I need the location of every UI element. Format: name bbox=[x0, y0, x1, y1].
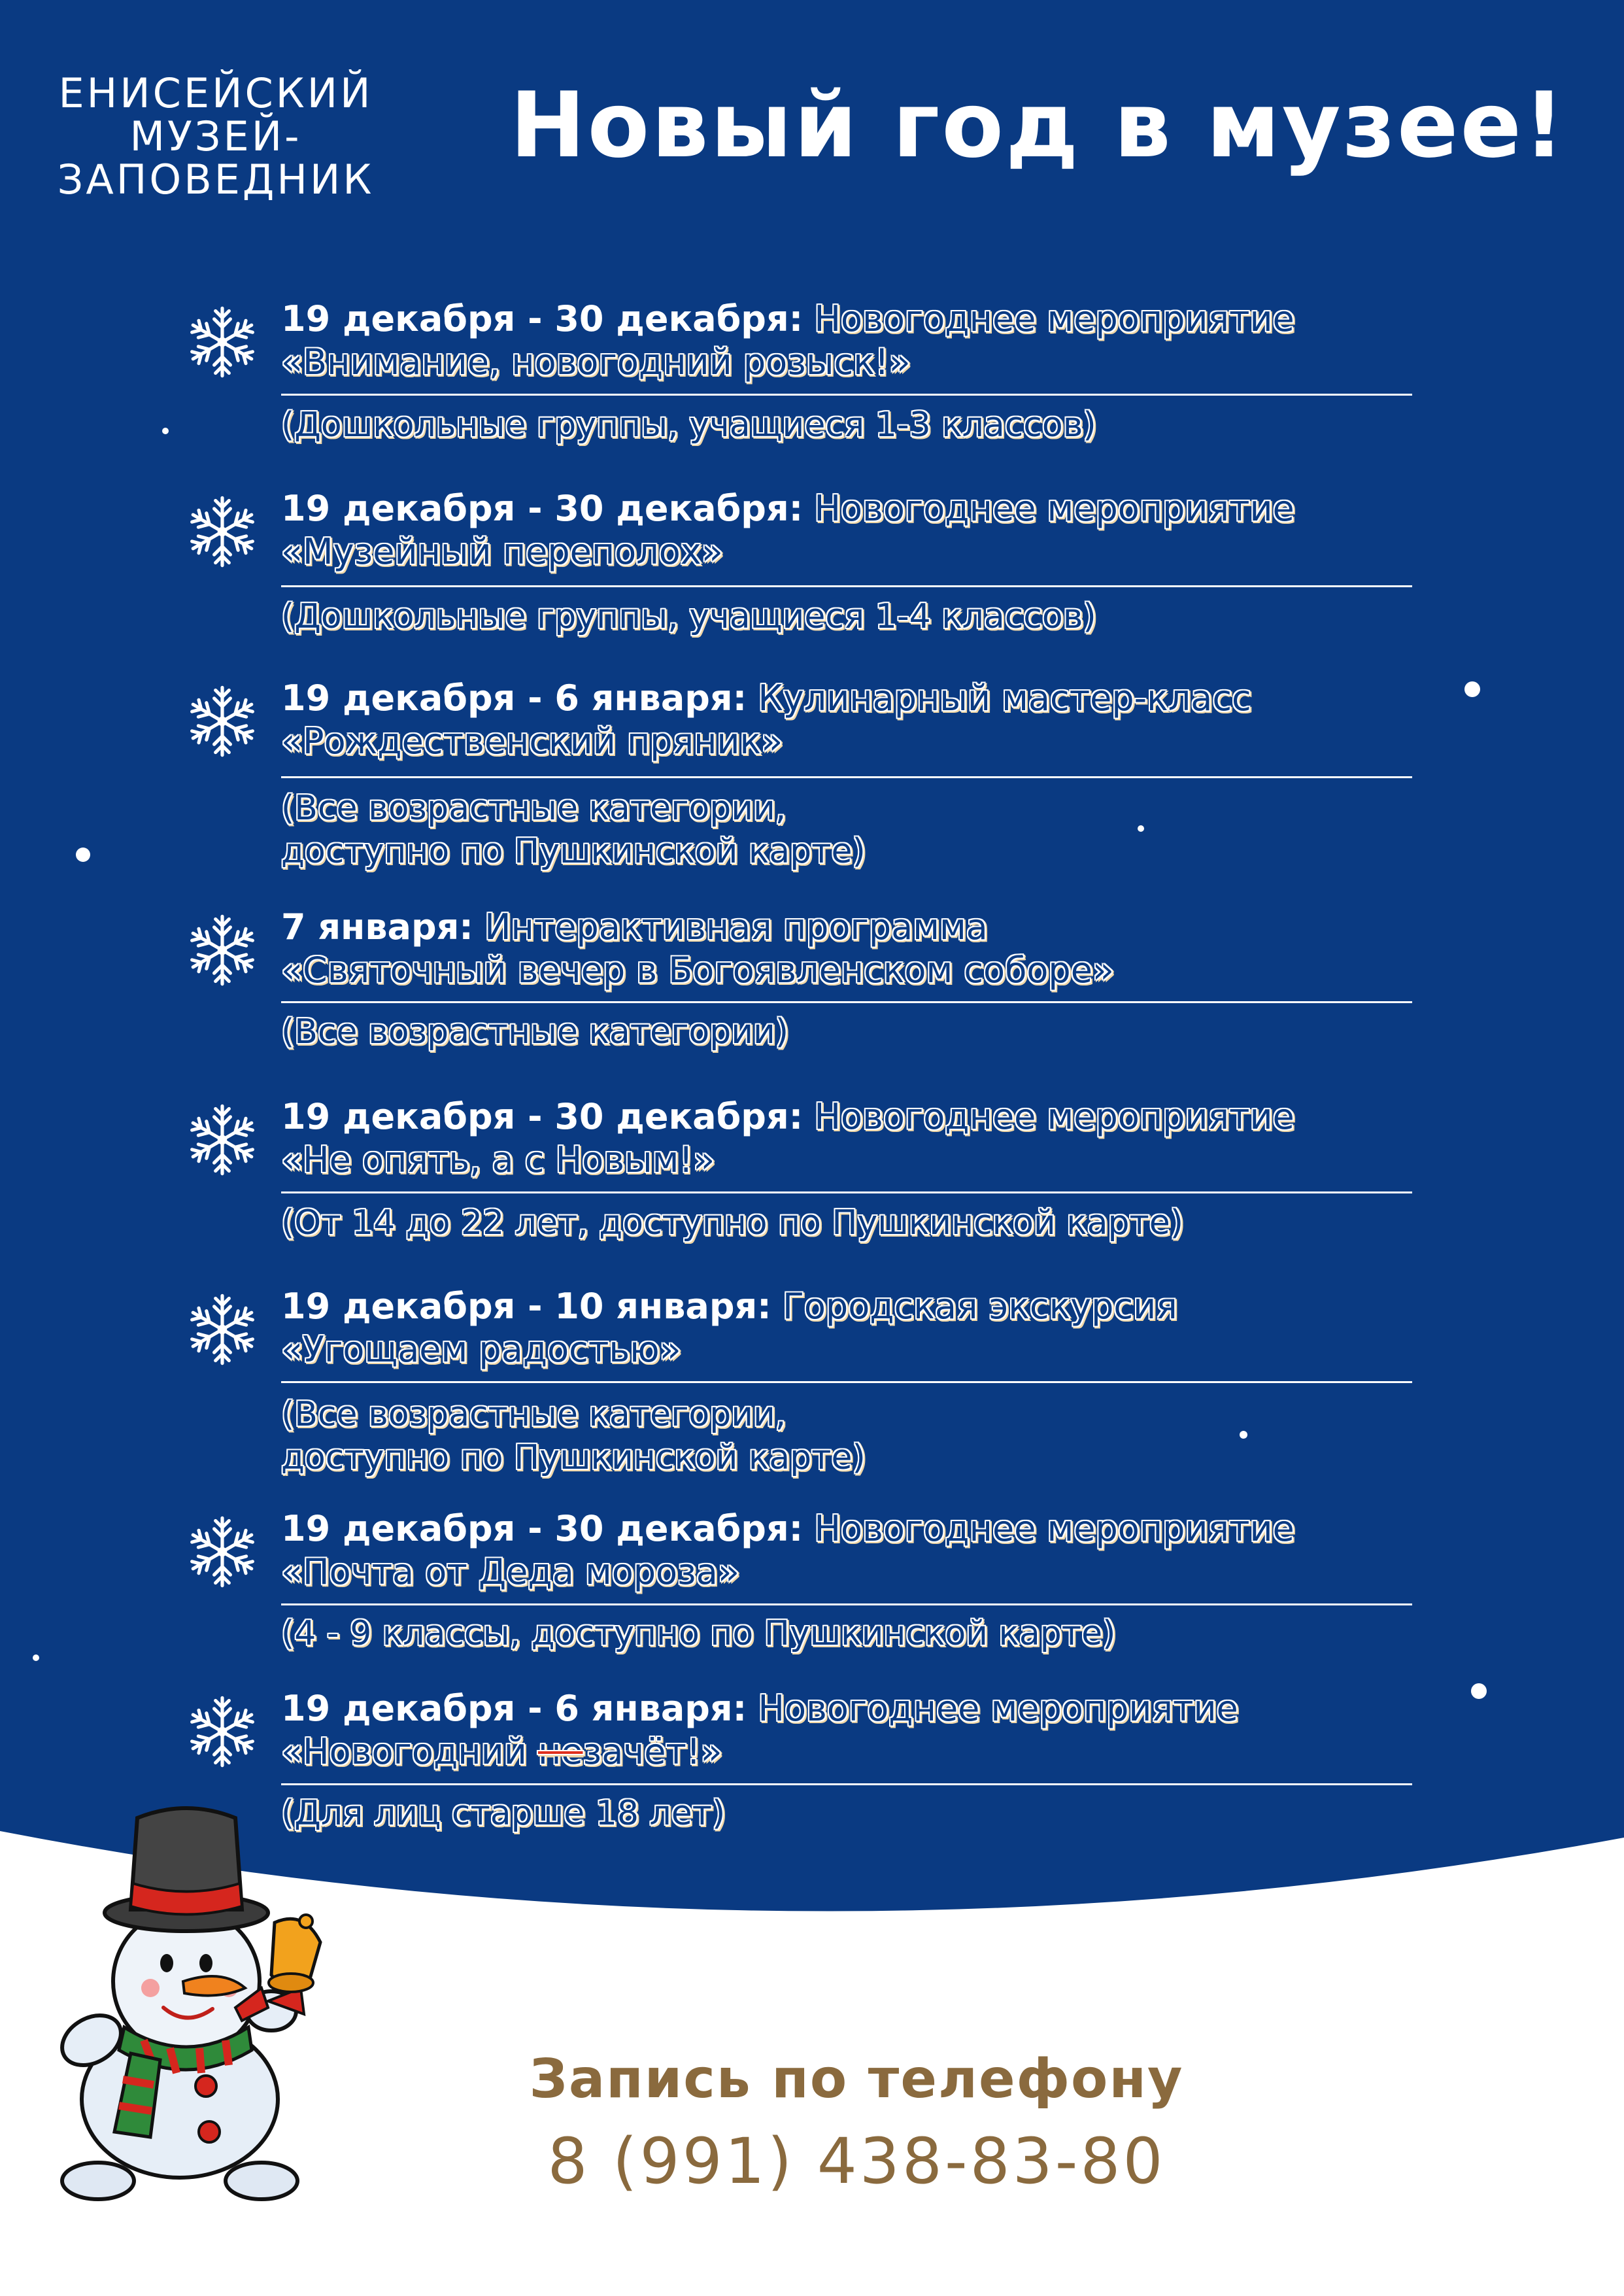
divider bbox=[281, 1001, 1412, 1003]
divider bbox=[281, 1191, 1412, 1193]
logo-line-1: ЕНИСЕЙСКИЙ bbox=[58, 69, 373, 117]
snow-dot bbox=[1464, 681, 1480, 697]
event-audience bbox=[281, 595, 1419, 638]
logo-line-3: ЗАПОВЕДНИК bbox=[57, 156, 375, 203]
event-heading bbox=[281, 1285, 1419, 1371]
audience-line: доступно по Пушкинской карте) bbox=[281, 832, 866, 871]
event-audience bbox=[281, 1393, 1419, 1479]
museum-logo bbox=[33, 69, 399, 203]
event-name: «Святочный вечер в Богоявленском соборе» bbox=[281, 950, 1114, 991]
snowflake-icon bbox=[182, 910, 263, 991]
event-kind: Городская экскурсия bbox=[782, 1286, 1177, 1327]
audience-line: (4 - 9 классы, доступно по Пушкинской карте) bbox=[281, 1614, 1116, 1653]
event-date: 19 декабря - 30 декабря: bbox=[281, 1096, 804, 1137]
snowflake-icon bbox=[182, 1691, 263, 1772]
snow-dot bbox=[33, 1654, 39, 1661]
event-date: 19 декабря - 30 декабря: bbox=[281, 488, 804, 529]
event-name-start: «Новогодний bbox=[281, 1731, 538, 1772]
event-name: «Почта от Деда мороза» bbox=[281, 1551, 739, 1592]
event-name: «Музейный переполох» bbox=[281, 531, 723, 572]
snow-dot bbox=[1471, 1683, 1487, 1699]
phone-number[interactable]: 8 (991) 438-83-80 bbox=[547, 2125, 1166, 2198]
snowflake-icon bbox=[182, 1289, 263, 1370]
event-heading bbox=[281, 677, 1419, 763]
audience-line: (Дошкольные группы, учащиеся 1-3 классов) bbox=[281, 405, 1096, 445]
booking-label: Запись по телефону bbox=[529, 2048, 1184, 2110]
snow-dot bbox=[76, 848, 90, 862]
audience-line: доступно по Пушкинской карте) bbox=[281, 1438, 866, 1477]
event-name: «Угощаем радостью» bbox=[281, 1329, 681, 1370]
event-date: 19 декабря - 30 декабря: bbox=[281, 298, 804, 339]
audience-line: (Все возрастные категории, bbox=[281, 1395, 787, 1434]
snowflake-icon bbox=[182, 491, 263, 572]
event-audience bbox=[281, 403, 1419, 447]
event-date: 19 декабря - 30 декабря: bbox=[281, 1508, 804, 1549]
audience-line: (От 14 до 22 лет, доступно по Пушкинской карте) bbox=[281, 1203, 1184, 1242]
event-kind: Новогоднее мероприятие bbox=[814, 488, 1294, 529]
event-name: «Не опять, а с Новым!» bbox=[281, 1139, 715, 1180]
snowflake-icon bbox=[182, 301, 263, 383]
divider bbox=[281, 776, 1412, 778]
event-heading bbox=[281, 906, 1419, 992]
logo-line-2: МУЗЕЙ- bbox=[129, 112, 302, 160]
event-audience bbox=[281, 1201, 1419, 1244]
event-kind: Новогоднее мероприятие bbox=[814, 298, 1294, 339]
snow-dot bbox=[1240, 1431, 1247, 1439]
divider bbox=[281, 1603, 1412, 1605]
event-name: «Рождественский пряник» bbox=[281, 721, 783, 762]
event-audience bbox=[281, 1010, 1419, 1054]
snowflake-icon bbox=[182, 1099, 263, 1180]
event-kind: Кулинарный мастер-класс bbox=[758, 677, 1251, 719]
page-title: Новый год в музее! bbox=[510, 73, 1567, 178]
event-date: 19 декабря - 10 января: bbox=[281, 1286, 771, 1327]
divider bbox=[281, 394, 1412, 396]
event-kind: Новогоднее мероприятие bbox=[814, 1096, 1294, 1137]
event-kind: Новогоднее мероприятие bbox=[814, 1508, 1294, 1549]
event-audience bbox=[281, 787, 1419, 873]
audience-line: (Дошкольные группы, учащиеся 1-4 классов) bbox=[281, 597, 1096, 636]
event-date: 19 декабря - 6 января: bbox=[281, 1688, 747, 1729]
snow-dot bbox=[1138, 825, 1144, 832]
audience-line: (Все возрастные категории) bbox=[281, 1012, 789, 1052]
event-kind: Новогоднее мероприятие bbox=[758, 1688, 1238, 1729]
snowman-illustration bbox=[46, 1792, 347, 2210]
event-audience bbox=[281, 1612, 1419, 1655]
event-date: 19 декабря - 6 января: bbox=[281, 677, 747, 719]
snow-dot bbox=[162, 428, 169, 434]
event-kind: Интерактивная программа bbox=[484, 906, 988, 948]
event-heading bbox=[281, 298, 1419, 384]
divider bbox=[281, 1381, 1412, 1383]
event-heading bbox=[281, 1507, 1419, 1594]
divider bbox=[281, 585, 1412, 587]
snowflake-icon bbox=[182, 681, 263, 762]
divider bbox=[281, 1783, 1412, 1785]
event-heading bbox=[281, 1095, 1419, 1182]
snowflake-icon bbox=[182, 1511, 263, 1592]
event-date: 7 января: bbox=[281, 906, 473, 948]
audience-line: (Для лиц старше 18 лет) bbox=[281, 1794, 726, 1833]
audience-line: (Все возрастные категории, bbox=[281, 789, 787, 828]
event-audience bbox=[281, 1792, 1419, 1835]
event-heading bbox=[281, 487, 1419, 574]
event-heading bbox=[281, 1687, 1419, 1773]
event-name: «Внимание, новогодний розыск!» bbox=[281, 341, 911, 383]
event-name-struck: не bbox=[537, 1731, 583, 1772]
event-name-end: зачёт!» bbox=[583, 1731, 722, 1772]
